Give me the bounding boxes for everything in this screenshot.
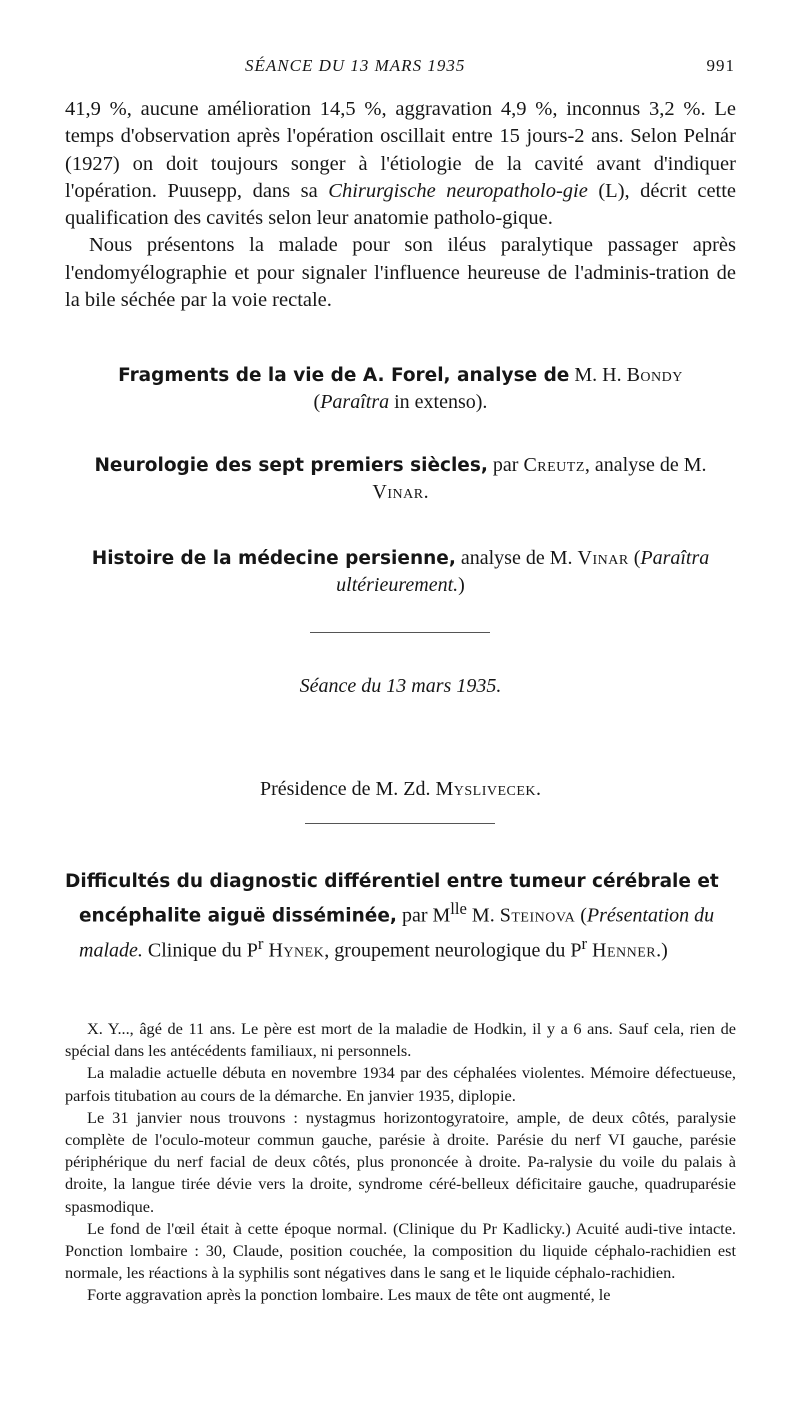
pr-superscript: r — [257, 933, 264, 953]
communication-groupement: , groupement neurologique du P — [324, 939, 582, 962]
section-neurologie-analyst: Vinar — [372, 481, 424, 503]
pr-superscript-2: r — [581, 933, 588, 953]
section-forel-author: Bondy — [626, 364, 683, 386]
mlle-superscript: lle — [450, 899, 467, 918]
case-paragraph: X. Y..., âgé de 11 ans. Le père est mort de la maladie de Hodkin, il y a 6 ans. Sauf cela, rien de spécial dans les antécédents familiaux, ni personnels. — [65, 1019, 736, 1061]
communication-clinique: Clinique du P — [142, 939, 258, 962]
section-forel-note-tail: in extenso). — [389, 391, 488, 413]
communication-title: Difficultés du diagnostic différentiel entre tumeur cérébrale et encéphalite aiguë disséminée, par $M^{lle}$ M. Steinova (Présentation du malade. Clinique du $P^r$ Hynek, groupement neurologique du $P^r$ Henner.) — [65, 871, 719, 962]
running-head — [245, 56, 735, 82]
body-text — [65, 96, 736, 314]
book-title: Chirurgische neuropatholo-gie — [328, 179, 588, 202]
communication-author-prefix: M. — [466, 904, 500, 927]
seance-heading: Séance du 13 mars 1935. — [299, 675, 502, 697]
communication-hynek: Hynek — [268, 939, 325, 962]
case-paragraph: Le 31 janvier nous trouvons : nystagmus horizontogyratoire, ample, de deux côtés, paralysie complète de l'oculo-moteur commun gauche, parésie à droite. Parésie du nerf VI gauche, parésie périphérique du nerf facial de deux côtés, plus prononcée à droite. Pa-ralysie du voile du palais à droite, la langue tirée dévie vers la droite, syndrome céré-belleux déficitaire gauche, quadruparésie spasmodique. — [65, 1107, 736, 1216]
paragraph-results — [65, 96, 736, 232]
case-paragraph: Forte aggravation après la ponction lombaire. Les maux de tête ont augmenté, le — [87, 1285, 611, 1305]
section-neurologie-end: . — [423, 481, 429, 503]
section-histoire-analyst: Vinar — [577, 547, 629, 569]
communication-henner: Henner — [592, 939, 657, 962]
paragraph-presentation: Nous présentons la malade pour son iléus paralytique passager après l'endomyélographie et pour signaler l'influence heureuse de l'adminis-tration de la bile séchée par la voie rectale. — [65, 234, 736, 312]
case-paragraph: La maladie actuelle débuta en novembre 1934 par des céphalées violentes. Mémoire défectueuse, parfois titubation au cours de la démarche. En janvier 1935, diplopie. — [65, 1063, 736, 1105]
section-histoire-by: analyse de M. — [455, 547, 578, 569]
section-histoire-title: Histoire de la médecine persienne, — [91, 548, 456, 569]
paragraph-results-end: (L), décrit cette qualification des cavités selon leur anatomie patholo-gique. — [65, 179, 737, 230]
presidence-line — [65, 778, 736, 801]
presidence-prefix: Présidence de M. Zd. — [259, 778, 436, 800]
divider-rule-2 — [305, 823, 495, 824]
section-histoire: Histoire de la médecine persienne, analyse de M. Vinar (Paraîtra ultérieurement.) — [91, 547, 710, 596]
divider-rule — [310, 632, 490, 633]
section-forel-by: M. H. — [569, 364, 627, 386]
section-forel: Fragments de la vie de A. Forel, analyse de M. H. Bondy (Paraîtra in extenso). — [118, 364, 683, 413]
section-neurologie-by: par — [487, 454, 524, 476]
presidence-end: . — [536, 778, 542, 800]
section-neurologie — [65, 452, 736, 506]
presidence-name: Myslivecek — [435, 778, 537, 800]
page-number: 991 — [706, 56, 735, 75]
communication-title-line1: Difficultés du diagnostic différentiel entre tumeur cérébrale et — [65, 871, 719, 892]
communication-author: Steinova — [499, 904, 576, 927]
case-paragraph: Le fond de l'œil était à cette époque normal. (Clinique du Pr Kadlicky.) Acuité audi-tive intacte. Ponction lombaire : 30, Claude, position couchée, la composition du liquide céphalo-rachidien est normale, les réactions à la syphilis sont négatives dans le sang et le liquide céphalo-rachidien. — [65, 1218, 736, 1283]
case-report — [65, 1018, 736, 1307]
section-neurologie-author: Creutz — [523, 454, 585, 476]
section-neurologie-tail: , analyse de M. — [584, 454, 707, 476]
communication-presentation: Présentation du malade. — [79, 904, 715, 962]
communication-par: par M — [396, 904, 451, 927]
communication-title-line2: encéphalite aiguë disséminée, — [79, 905, 397, 927]
section-histoire-note: Paraîtra ultérieurement. — [336, 547, 710, 596]
section-forel-title: Fragments de la vie de A. Forel, analyse de — [118, 365, 570, 386]
communication-end: .) — [656, 939, 668, 962]
section-forel-note: Paraîtra — [320, 391, 390, 413]
running-head-title: SÉANCE DU 13 MARS 1935 — [245, 56, 466, 75]
paragraph-results-text: 41,9 %, aucune amélioration 14,5 %, aggravation 4,9 %, inconnus 3,2 %. Le temps d'observation après l'opération oscillait entre 15 jours-2 ans. Selon Pelnár (1927) on doit toujours songer à l'étiologie de la cavité avant d'indiquer l'opération. Puusepp, dans sa — [65, 98, 736, 202]
section-neurologie-title: Neurologie des sept premiers siècles, — [94, 455, 488, 476]
